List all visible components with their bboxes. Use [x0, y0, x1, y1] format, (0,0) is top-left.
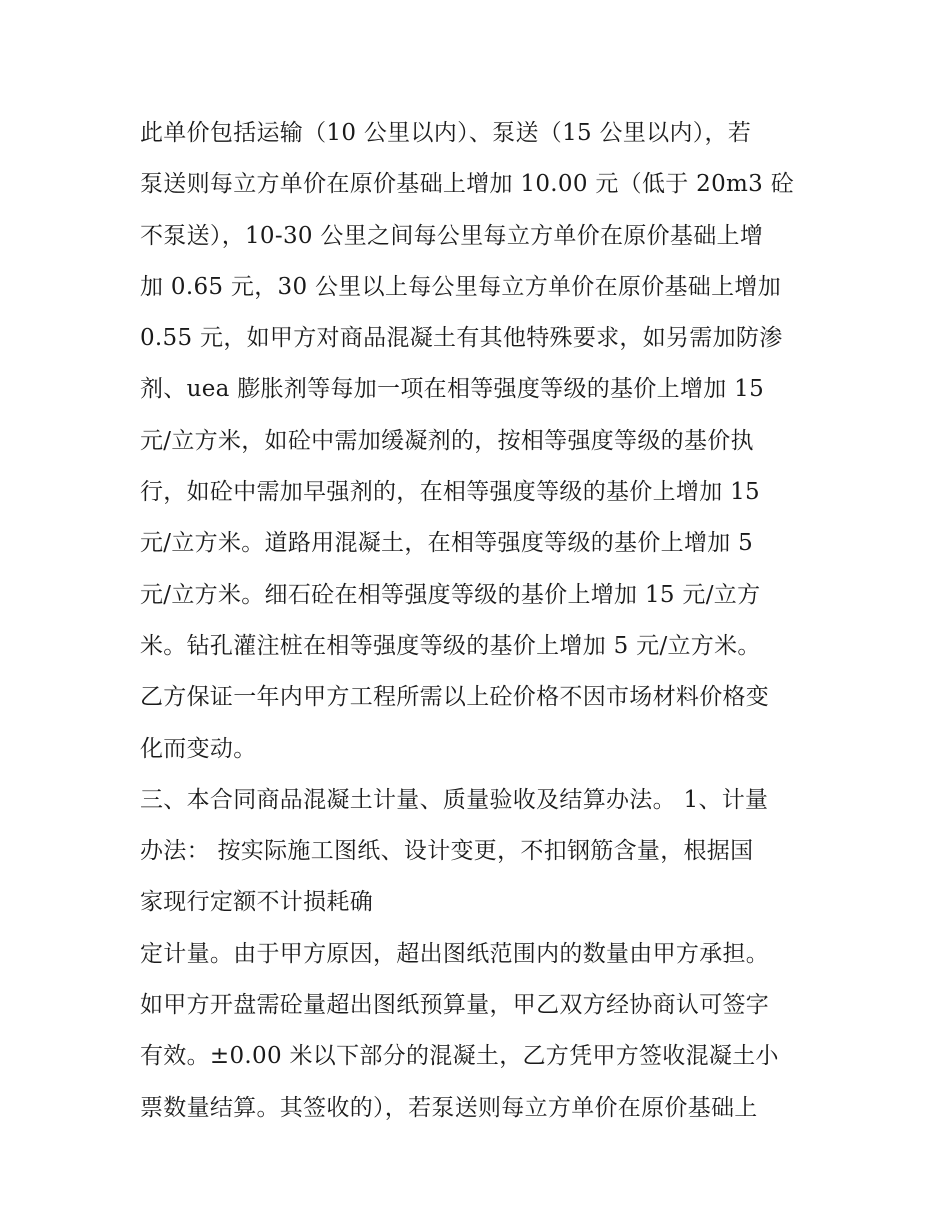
text-line: 乙方保证一年内甲方工程所需以上砼价格不因市场材料价格变 — [140, 684, 770, 711]
text-line: 不泵送），10-30 公里之间每公里每立方单价在原价基础上增 — [140, 222, 764, 249]
contract-body-text — [140, 108, 830, 1134]
text-line: 如甲方开盘需砼量超出图纸预算量，甲乙双方经协商认可签字 — [140, 992, 770, 1019]
text-line: 定计量。由于甲方原因，超出图纸范围内的数量由甲方承担。 — [140, 940, 770, 967]
text-line: 办法： 按实际施工图纸、设计变更，不扣钢筋含量，根据国 — [140, 838, 754, 865]
text-line: 行，如砼中需加早强剂的，在相等强度等级的基价上增加 15 — [140, 479, 760, 506]
text-line: 元/立方米。道路用混凝土，在相等强度等级的基价上增加 5 — [140, 530, 754, 557]
text-line: 米。钻孔灌注桩在相等强度等级的基价上增加 5 元/立方米。 — [140, 632, 761, 659]
text-line: 加 0.65 元，30 公里以上每公里每立方单价在原价基础上增加 — [140, 273, 782, 300]
text-line: 泵送则每立方单价在原价基础上增加 10.00 元（低于 20m3 砼 — [140, 171, 794, 198]
text-line: 剂、uea 膨胀剂等每加一项在相等强度等级的基价上增加 15 — [140, 376, 765, 403]
text-line: 元/立方米。细石砼在相等强度等级的基价上增加 15 元/立方 — [140, 581, 761, 608]
text-line: 元/立方米，如砼中需加缓凝剂的，按相等强度等级的基价执 — [140, 427, 754, 454]
text-line: 家现行定额不计损耗确 — [140, 889, 373, 916]
text-line: 化而变动。 — [140, 735, 257, 762]
text-line: 0.55 元，如甲方对商品混凝土有其他特殊要求，如另需加防渗 — [140, 325, 783, 352]
text-line: 票数量结算。其签收的），若泵送则每立方单价在原价基础上 — [140, 1094, 758, 1121]
text-line: 有效。±0.00 米以下部分的混凝土，乙方凭甲方签收混凝土小 — [140, 1043, 779, 1070]
text-line: 此单价包括运输（10 公里以内）、泵送（15 公里以内），若 — [140, 120, 752, 146]
section-heading-line: 三、本合同商品混凝土计量、质量验收及结算办法。 1、计量 — [140, 786, 769, 813]
